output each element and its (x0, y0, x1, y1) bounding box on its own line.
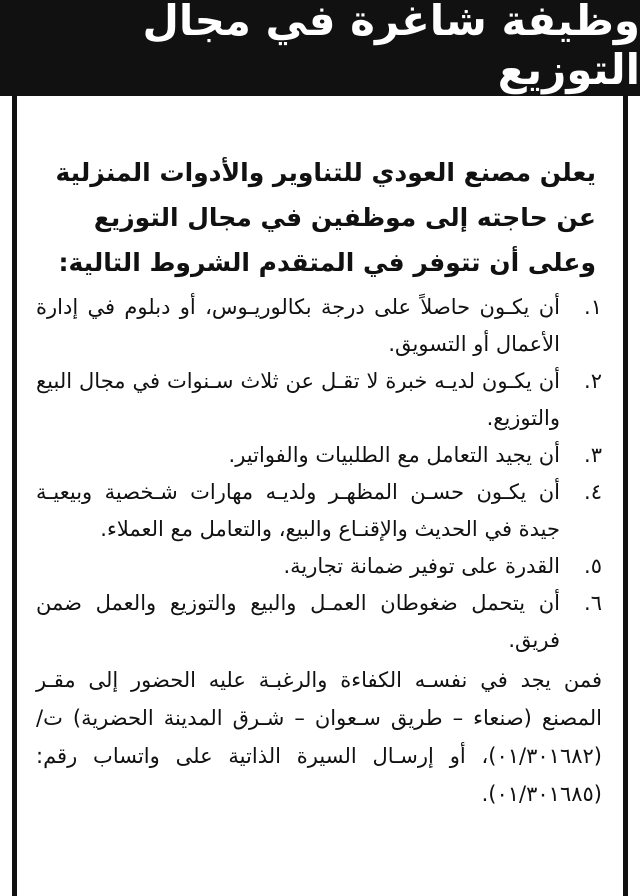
condition-item-3 (36, 437, 602, 474)
condition-number: ٤. (584, 480, 602, 504)
condition-item-2 (36, 363, 602, 437)
ad-title: وظيفة شاغرة في مجال التوزيع (142, 0, 640, 94)
condition-item-6 (36, 585, 602, 659)
condition-text: أن يجيد التعامل مع الطلبيات والفواتير. (228, 443, 560, 467)
condition-item-1 (36, 289, 602, 363)
condition-item-4 (36, 474, 602, 548)
ad-body (36, 150, 602, 834)
header-banner (0, 0, 640, 96)
closing-paragraph: فمن يجد في نفسـه الكفاءة والرغبـة عليه الحضور إلى مقـر المصنع (صنعاء – طريق سـعوان – شـرق المدينة الحضرية) ت/ (٠١/٣٠١٦٨٢)، أو إرسـال السيرة الذاتية على واتساب رقم: (٠١/٣٠١٦٨٥). (36, 668, 602, 806)
condition-text: أن يكـون حسـن المظهـر ولديـه مهارات شـخصية وبيعيـة جيدة في الحديث والإقنـاع والبيع، والتعامل مع العملاء. (36, 480, 560, 541)
condition-text: أن يكـون لديـه خبرة لا تقـل عن ثلاث سـنوات في مجال البيع والتوزيع. (36, 369, 560, 430)
condition-text: القدرة على توفير ضمانة تجارية. (283, 554, 560, 578)
conditions-list (36, 289, 602, 659)
condition-text: أن يكـون حاصلاً على درجة بكالوريـوس، أو دبلوم في إدارة الأعمال أو التسويق. (36, 295, 560, 356)
condition-number: ٦. (584, 591, 602, 615)
intro-paragraph: يعلن مصنع العودي للتناوير والأدوات المنزلية عن حاجته إلى موظفين في مجال التوزيع وعلى أن تتوفر في المتقدم الشروط التالية: (55, 158, 596, 277)
condition-text: أن يتحمل ضغوطان العمـل والبيع والتوزيع والعمل ضمن فريق. (36, 591, 560, 652)
condition-item-5 (36, 548, 602, 585)
condition-number: ٣. (584, 443, 602, 467)
condition-number: ١. (584, 295, 602, 319)
condition-number: ٥. (584, 554, 602, 578)
condition-number: ٢. (584, 369, 602, 393)
